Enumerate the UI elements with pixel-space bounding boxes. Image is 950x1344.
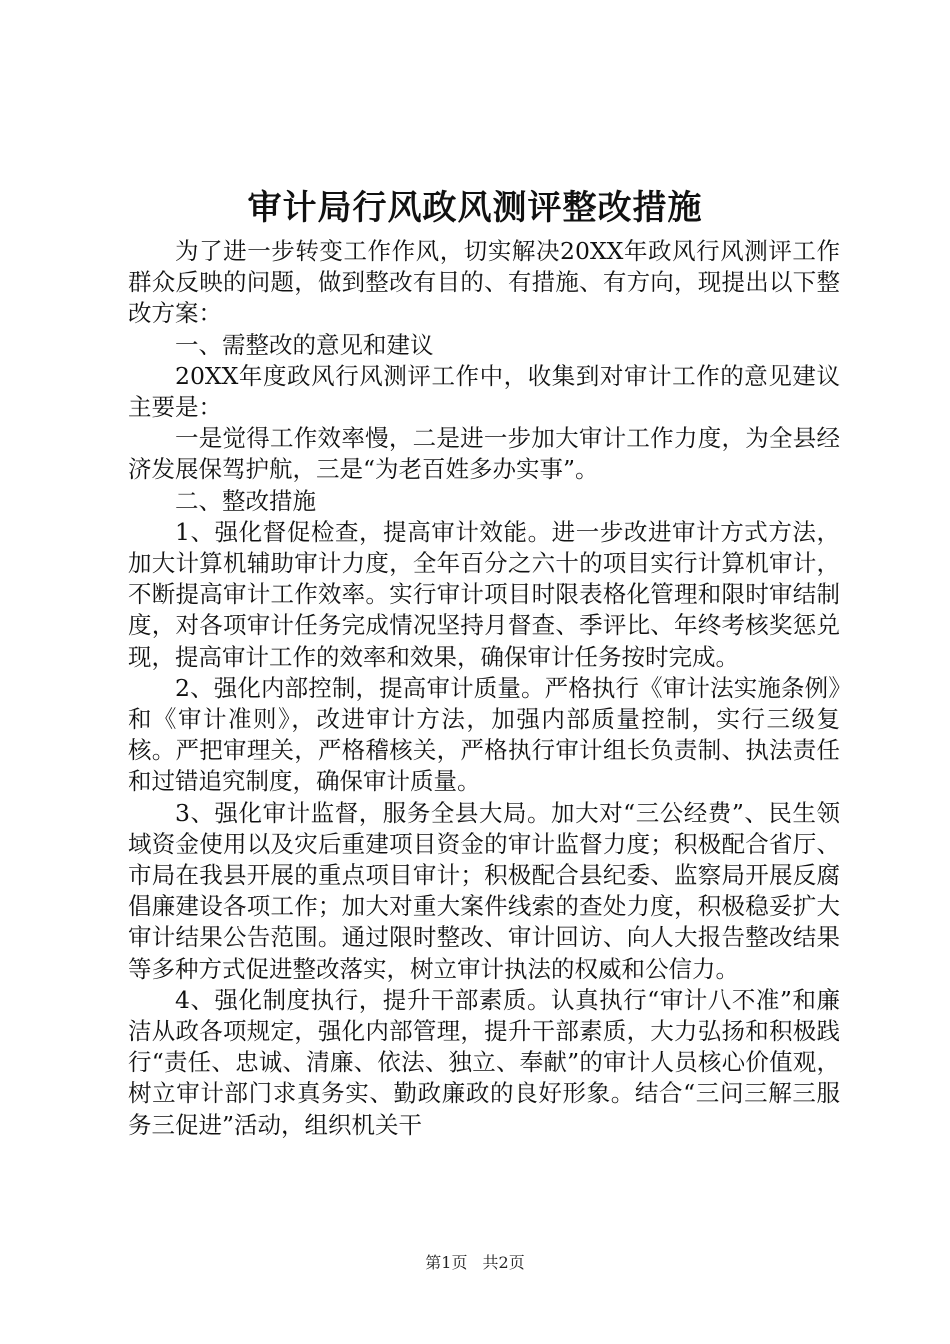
measure-paragraph-3: 3、强化审计监督，服务全县大局。加大对“三公经费”、民生领域资金使用以及灾后重建项目资金的审计监督力度；积极配合省厅、市局在我县开展的重点项目审计；积极配合县纪委、监察局开展反腐倡廉建设各项工作；加大对重大案件线索的查处力度，积极稳妥扩大审计结果公告范围。通过限时整改、审计回访、向人大报告整改结果等多种方式促进整改落实，树立审计执法的权威和公信力。: [128, 798, 840, 983]
page-total: 共2页: [482, 1253, 525, 1272]
measure-paragraph-4: 4、强化制度执行，提升干部素质。认真执行“审计八不准”和廉洁从政各项规定，强化内部管理，提升干部素质，大力弘扬和积极践行“责任、忠诚、清廉、依法、独立、奉献”的审计人员核心价值观，树立审计部门求真务实、勤政廉政的良好形象。结合“三问三解三服务三促进”活动，组织机关干: [128, 985, 840, 1139]
section-heading-1: 一、需整改的意见和建议: [175, 330, 434, 359]
document-title: 审计局行风政风测评整改措施: [247, 188, 703, 228]
document-body: [128, 236, 840, 1141]
page-footer: [0, 1252, 950, 1274]
measure-paragraph-2: 2、强化内部控制，提高审计质量。严格执行《审计法实施条例》和《审计准则》，改进审计方法，加强内部质量控制，实行三级复核。严把审理关，严格稽核关，严格执行审计组长负责制、执法责任和过错追究制度，确保审计质量。: [128, 673, 840, 796]
feedback-items-paragraph: 一是觉得工作效率慢，二是进一步加大审计工作力度，为全县经济发展保驾护航，三是“为老百姓多办实事”。: [128, 424, 840, 484]
page-number: 第1页: [425, 1253, 468, 1272]
measure-paragraph-1: 1、强化督促检查，提高审计效能。进一步改进审计方式方法，加大计算机辅助审计力度，全年百分之六十的项目实行计算机审计，不断提高审计工作效率。实行审计项目时限表格化管理和限时审结制度，对各项审计任务完成情况坚持月督查、季评比、年终考核奖惩兑现，提高审计工作的效率和效果，确保审计任务按时完成。: [128, 517, 840, 671]
section-heading-2: 二、整改措施: [175, 486, 316, 515]
intro-paragraph: 为了进一步转变工作作风，切实解决20XX年政风行风测评工作群众反映的问题，做到整改有目的、有措施、有方向，现提出以下整改方案：: [128, 237, 840, 328]
feedback-intro-paragraph: 20XX年度政风行风测评工作中，收集到对审计工作的意见建议主要是：: [128, 361, 840, 422]
